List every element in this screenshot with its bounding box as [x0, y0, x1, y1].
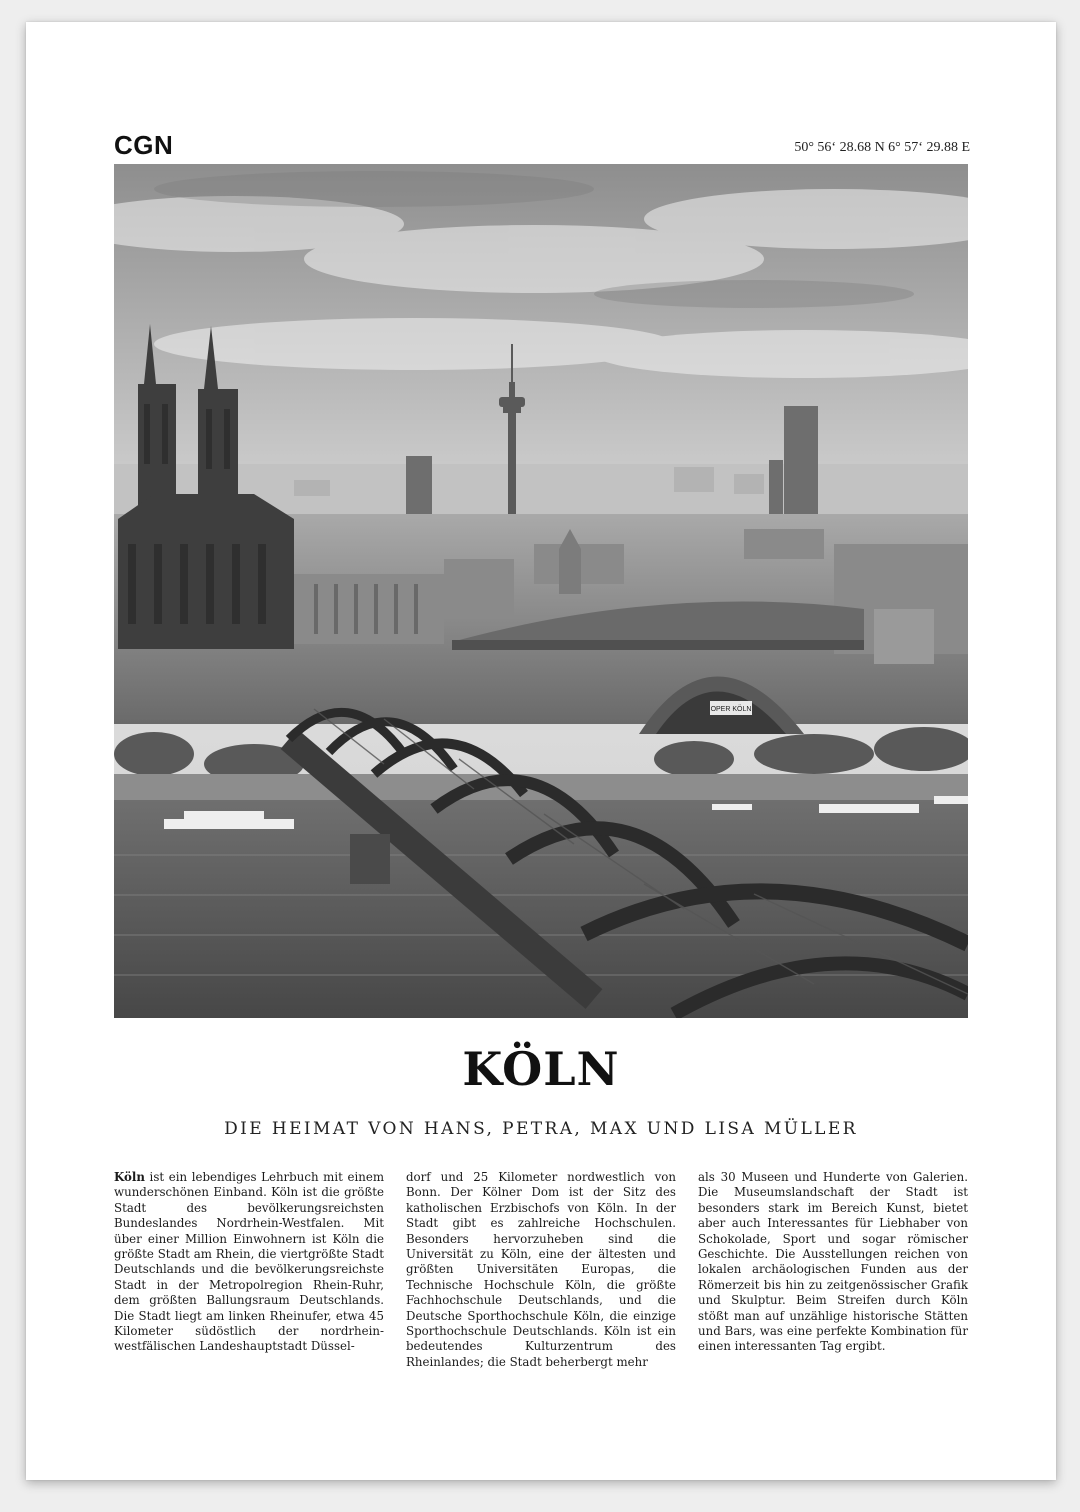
subtitle: DIE HEIMAT VON HANS, PETRA, MAX UND LISA MÜLLER [224, 1119, 858, 1139]
lead-word: Köln [114, 1170, 145, 1184]
text-column-1 [114, 1170, 384, 1370]
text-column-2: dorf und 25 Kilometer nordwestlich von Bonn. Der Kölner Dom ist der Sitz des katholischen Erzbischofs von Köln. In der Stadt gibt es zahlreiche Hochschulen. Besonders hervorzuheben sind die Universität zu Köln, eine der ältesten und größten Universitäten Europas, die Technische Hochschule Köln, die größte Fachhochschule Deutschlands, und die Deutsche Sporthochschule Köln, die einzige Sporthochschule Deutschlands. Köln ist ein bedeutendes Kulturzentrum des Rheinlandes; die Stadt beherbergt mehr [406, 1170, 676, 1369]
city-code: CGN [114, 130, 174, 160]
cologne-skyline-illustration [114, 164, 968, 1018]
coordinates: 50° 56‘ 28.68 N 6° 57‘ 29.88 E [794, 140, 970, 155]
article-body [114, 1170, 968, 1370]
page-title: KÖLN [462, 1042, 620, 1096]
opera-sign: OPER KÖLN [710, 706, 752, 713]
rhine-river [114, 800, 968, 1018]
bridge-pier [350, 834, 390, 884]
text-column-1-body: ist ein lebendiges Lehrbuch mit einem wunderschönen Einband. Köln ist die größte Stadt des bevölkerungsreichsten Bundeslandes Nordrhein-Westfalen. Mit über einer Million Einwohnern ist Köln die größte Stadt am Rhein, die viertgrößte Stadt Deutschlands und die bevölkerungsreichste Stadt in der Metropolregion Rhein-Ruhr, dem größten Ballungsraum Deutschlands. Die Stadt liegt am linken Rheinufer, etwa 45 Kilometer südöstlich der nordrhein-westfälischen Landeshauptstadt Düssel- [114, 1170, 384, 1354]
city-photo [114, 164, 968, 1018]
text-column-3: als 30 Museen und Hunderte von Galerien. Die Museumslandschaft der Stadt ist besonders stark im Bereich Kunst, bietet aber auch Interessantes für Liebhaber von Schokolade, Sport und sogar römischer Geschichte. Die Ausstellungen reichen von lokalen archäologischen Funden aus der Römerzeit bis hin zu zeitgenössischer Grafik und Skulptur. Beim Streifen durch Köln stößt man auf unzählige historische Stätten und Bars, was eine perfekte Kombination für einen interessanten Tag ergibt. [698, 1170, 968, 1354]
poster-sheet [26, 22, 1056, 1480]
